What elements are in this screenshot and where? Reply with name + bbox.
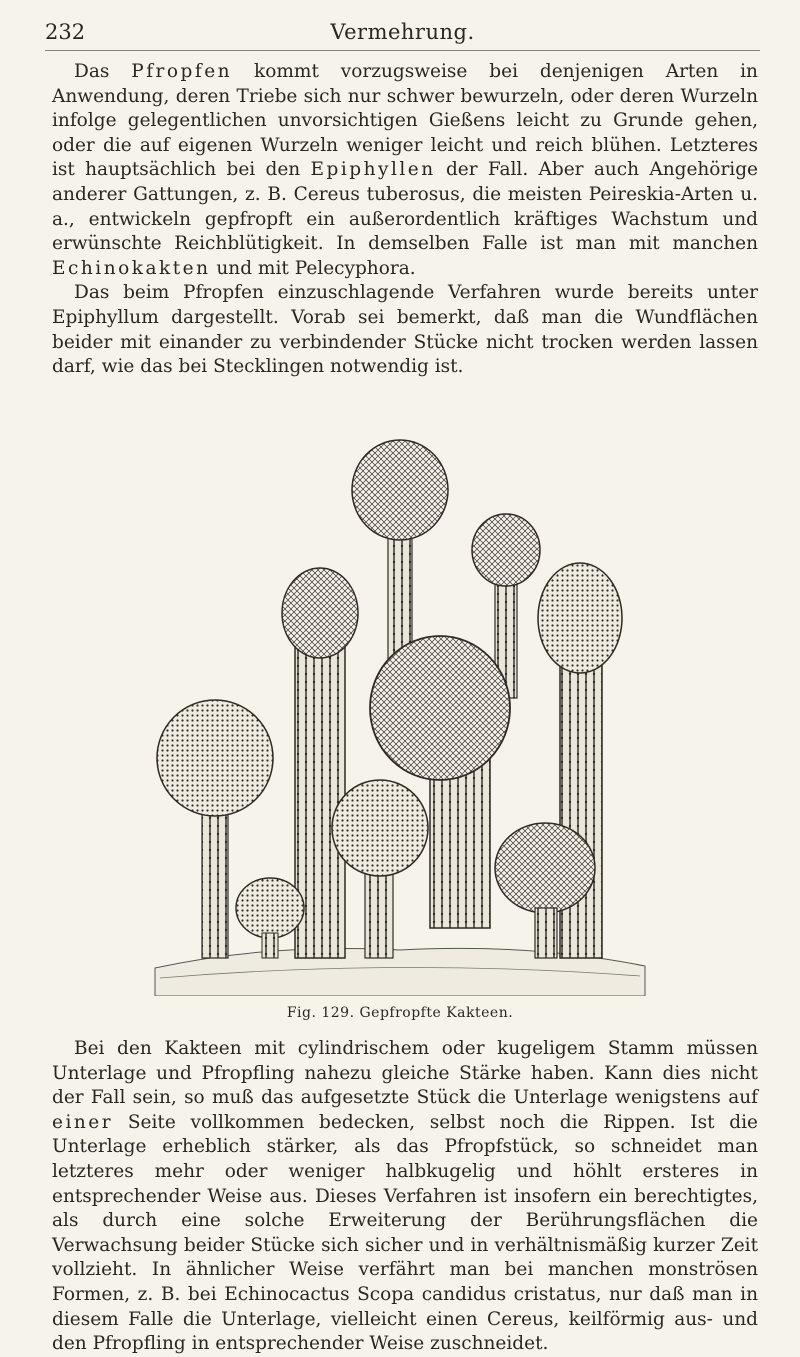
text-run: und mit Pelecyphora. (210, 257, 416, 279)
cactus-illustration (150, 438, 650, 996)
text-run: Bei den Kakteen mit cylindrischem oder kugeligem Stamm müssen Unterlage und Pfropfling nahezu gleiche Stärke haben. Kann dies nicht der Fall sein, so muß das aufgesetzte Stück die Unterlage wenigstens auf (52, 1038, 758, 1109)
text-run: Das (74, 61, 132, 82)
emphasized-text: einer (52, 1111, 114, 1133)
cactus-globe-top (352, 440, 448, 540)
text-run: Seite vollkommen bedecken, selbst noch die Rippen. Ist die Unterlage erheblich stärker, als das Pfropfstück, so schneidet man letzteres mehr oder weniger halbkugelig und höhlt ersteres in entsprechender Weise aus. Dieses Verfahren ist insofern ein berechtigtes, als durch eine solche Erweiterung der Berührungsflächen die Verwachsung beider Stücke sich sicher und in verhältnismäßig kurzer Zeit vollzieht. In ähnlicher Weise verfährt man bei manchen monströsen Formen, z. B. bei Echinocactus Scopa candidus cristatus, nur daß man in diesem Falle die Unterlage, vielleicht einen Cereus, keilförmig aus- und den Pfropfling in entsprechender Weise zuschneidet. (52, 1111, 758, 1355)
emphasized-text: Epiphyllen (310, 159, 436, 181)
figure-grafted-cacti (150, 438, 650, 996)
paragraph (52, 1037, 758, 1357)
emphasized-text: Pfropfen (131, 61, 233, 82)
running-head: Vermehrung. (330, 20, 475, 44)
body-text-bottom (52, 1037, 758, 1357)
text-run: kommt vorzugsweise bei denjenigen Arten in Anwendung, deren Triebe sich nur schwer bewurzeln, oder deren Wurzeln infolge gelegentlichen unvorsichtigen Gießens leicht zu Grunde gehen, oder die auf eigenen Wurzeln weniger leicht und reich blühen. Letzteres ist hauptsächlich bei den (52, 61, 758, 181)
emphasized-text: Echinokakten (52, 257, 211, 279)
paragraph (52, 60, 758, 281)
page-number: 232 (45, 20, 86, 44)
paragraph (52, 281, 758, 379)
header-rule (45, 50, 760, 51)
cactus-globe-left (157, 700, 273, 816)
figure-caption: Fig. 129. Gepfropfte Kakteen. (286, 1005, 514, 1021)
body-text-top (52, 60, 758, 380)
cactus-globe-center (370, 636, 510, 780)
text-run: Das beim Pfropfen einzuschlagende Verfahren wurde bereits unter Epiphyllum dargestellt. Vorab sei bemerkt, daß man die Wundflächen beider mit einander zu verbindender Stücke nicht trocken werden lassen darf, wie das bei Stecklingen notwendig ist. (52, 282, 758, 378)
text-run: der Fall. Aber auch Angehörige anderer Gattungen, z. B. Cereus tuberosus, die meisten Peireskia-Arten u. a., entwickeln gepfropft ein außerordentlich kräftiges Wachstum und erwünschte Reichblütigkeit. In demselben Falle ist man mit manchen (52, 159, 759, 255)
